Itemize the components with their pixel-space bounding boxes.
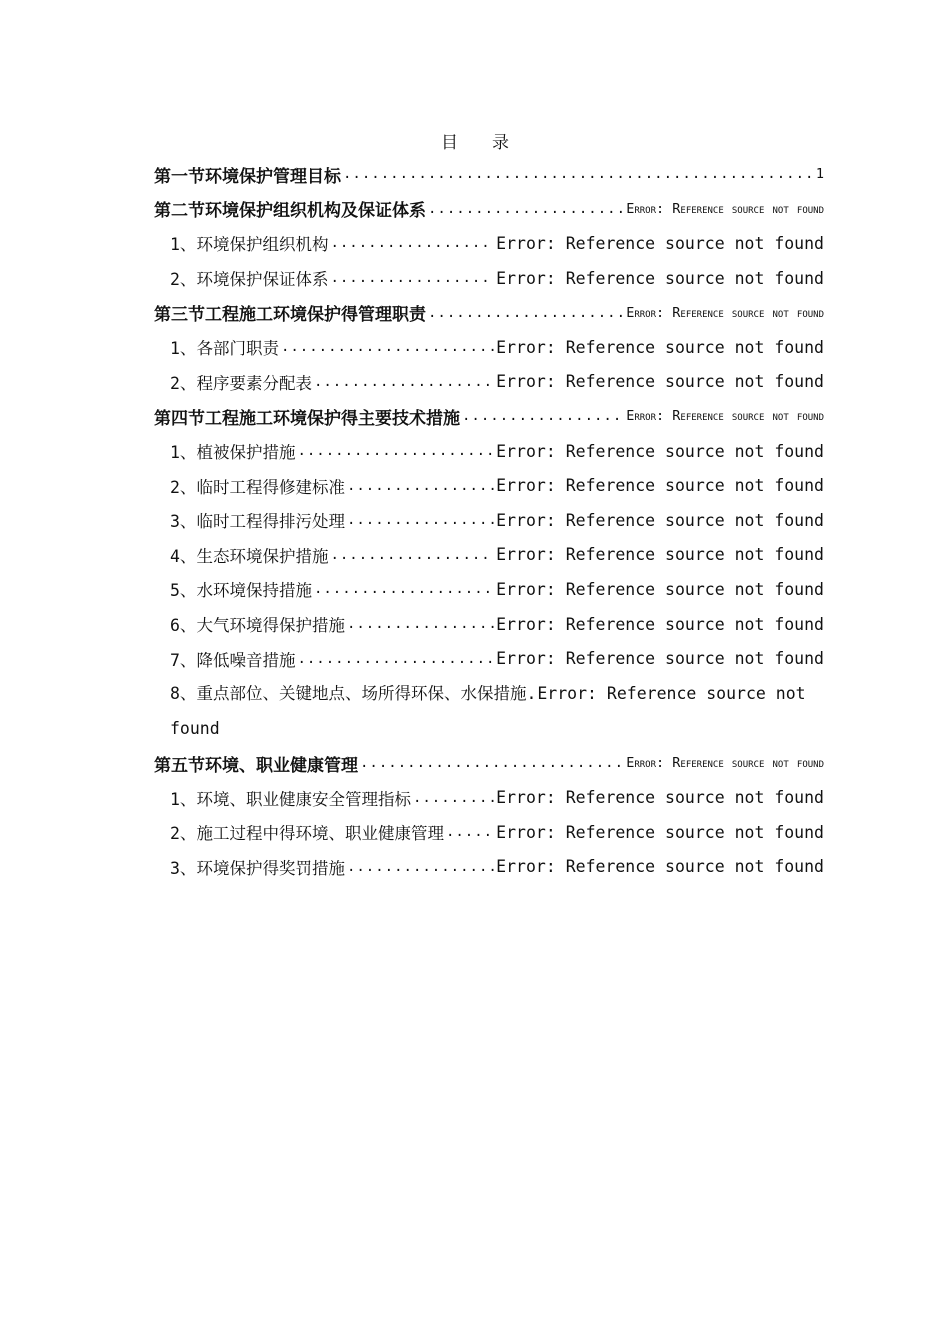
toc-entry-text: 程序要素分配表: [196, 373, 312, 393]
toc-entry-number: 3、: [170, 858, 197, 878]
toc-entry-item[interactable]: [154, 503, 824, 538]
toc-entry-number: 第四节: [154, 408, 205, 429]
toc-entry-page: Error: Reference source not found: [496, 822, 824, 842]
toc-entry-page: Error: Reference source not found: [496, 510, 824, 530]
toc-entry-text: 植被保护措施: [196, 443, 296, 463]
toc-entry-section-3[interactable]: [154, 295, 824, 330]
toc-entry-number: 2、: [170, 373, 197, 393]
toc-entry-number: 第三节: [154, 305, 205, 326]
toc-entry-item[interactable]: [154, 607, 824, 642]
toc-entry-number: 第一节: [154, 166, 205, 187]
toc-entry-text: 临时工程得排污处理: [196, 512, 345, 532]
toc-entry-text: 环境、职业健康安全管理指标: [196, 789, 411, 809]
toc-entry-number: 7、: [170, 650, 197, 670]
toc-entry-text: 水环境保持措施: [196, 581, 312, 601]
toc-entry-page: Error: Reference source not found: [496, 372, 824, 392]
toc-entry-text: 大气环境得保护措施: [196, 616, 345, 636]
toc-leader-dots: [297, 443, 494, 459]
toc-entry-section-2[interactable]: [154, 192, 824, 227]
toc-leader-dots: [330, 547, 494, 563]
toc-entry-item[interactable]: [154, 365, 824, 400]
toc-entry-item[interactable]: [154, 330, 824, 365]
toc-entry-item[interactable]: [154, 261, 824, 296]
toc-title: [0, 128, 950, 153]
toc-leader-dots: .: [526, 683, 538, 703]
toc-leader-dots: [446, 824, 494, 840]
toc-leader-dots: [314, 581, 494, 597]
toc-leader-dots: [347, 478, 494, 494]
toc-entry-item[interactable]: [154, 226, 824, 261]
toc-leader-dots: [330, 270, 494, 286]
toc-entry-text: 重点部位、关键地点、场所得环保、水保措施: [196, 683, 527, 703]
toc-entry-text: 降低噪音措施: [196, 650, 296, 670]
toc-entry-section-5[interactable]: [154, 746, 824, 781]
toc-entry-text: 施工过程中得环境、职业健康管理: [196, 824, 444, 844]
toc-entry-page: Error: Reference source not found: [496, 476, 824, 496]
toc-leader-dots: [462, 408, 624, 424]
toc-entry-number: 1、: [170, 235, 197, 255]
toc-leader-dots: [343, 166, 814, 182]
toc-entry-page: Error: Reference source not found: [626, 304, 824, 321]
toc-entry-number: 1、: [170, 443, 197, 463]
toc-entry-number: 第二节: [154, 201, 205, 222]
toc-entry-number: 6、: [170, 616, 197, 636]
toc-entry-item[interactable]: [154, 434, 824, 469]
toc-entry-number: 1、: [170, 339, 197, 359]
toc-entry-page: Error: Reference source not found: [496, 788, 824, 808]
toc-leader-dots: [330, 235, 494, 251]
toc-entry-text: 环境保护保证体系: [196, 270, 329, 290]
toc-entry-number: 3、: [170, 512, 197, 532]
toc-entry-number: 4、: [170, 546, 197, 566]
toc-entry-number: 2、: [170, 824, 197, 844]
toc-entry-text: 临时工程得修建标准: [196, 477, 345, 497]
toc-entry-item[interactable]: [154, 538, 824, 573]
toc-entry-page: Error: Reference source not found: [170, 683, 806, 738]
toc-entry-number: 8、: [170, 683, 197, 703]
toc-entry-page: Error: Reference source not found: [496, 579, 824, 599]
toc-entry-number: 第五节: [154, 755, 205, 776]
toc-leader-dots: [347, 859, 494, 875]
table-of-contents: [154, 157, 824, 884]
toc-entry-text: 环境保护组织机构及保证体系: [205, 201, 426, 222]
toc-entry-page: Error: Reference source not found: [496, 441, 824, 461]
toc-entry-text: 各部门职责: [196, 339, 279, 359]
toc-entry-page: Error: Reference source not found: [496, 233, 824, 253]
toc-entry-section-4[interactable]: [154, 399, 824, 434]
toc-entry-item[interactable]: [154, 850, 824, 885]
toc-entry-item-wrapped[interactable]: [154, 676, 816, 746]
toc-entry-text: 环境保护得奖罚措施: [196, 858, 345, 878]
toc-entry-page: Error: Reference source not found: [626, 408, 824, 425]
toc-entry-page: Error: Reference source not found: [496, 614, 824, 634]
toc-entry-number: 2、: [170, 270, 197, 290]
toc-entry-item[interactable]: [154, 815, 824, 850]
toc-entry-page: Error: Reference source not found: [496, 649, 824, 669]
toc-leader-dots: [413, 790, 494, 806]
toc-leader-dots: [347, 616, 494, 632]
toc-entry-page: Error: Reference source not found: [496, 545, 824, 565]
toc-entry-item[interactable]: [154, 641, 824, 676]
toc-entry-item[interactable]: [154, 572, 824, 607]
toc-entry-number: 2、: [170, 477, 197, 497]
toc-entry-item[interactable]: [154, 781, 824, 816]
toc-leader-dots: [314, 374, 494, 390]
toc-entry-text: 环境保护组织机构: [196, 235, 329, 255]
toc-leader-dots: [297, 651, 494, 667]
toc-entry-section-1[interactable]: [154, 157, 824, 192]
toc-title-right: 录: [492, 133, 509, 153]
toc-entry-item[interactable]: [154, 468, 824, 503]
toc-entry-page: Error: Reference source not found: [496, 268, 824, 288]
toc-entry-number: 5、: [170, 581, 197, 601]
toc-title-left: 目: [441, 133, 458, 153]
toc-leader-dots: [428, 305, 624, 321]
toc-entry-text: 环境保护管理目标: [205, 166, 341, 187]
toc-entry-page: Error: Reference source not found: [496, 857, 824, 877]
toc-entry-page: Error: Reference source not found: [496, 337, 824, 357]
toc-entry-text: 环境、职业健康管理: [205, 755, 358, 776]
toc-entry-text: 工程施工环境保护得主要技术措施: [205, 408, 460, 429]
toc-entry-page: Error: Reference source not found: [626, 200, 824, 217]
toc-entry-number: 1、: [170, 789, 197, 809]
toc-entry-page: Error: Reference source not found: [626, 755, 824, 772]
toc-entry-page: 1: [815, 166, 824, 183]
toc-entry-text: 工程施工环境保护得管理职责: [205, 305, 426, 326]
toc-leader-dots: [281, 339, 494, 355]
toc-leader-dots: [360, 755, 624, 771]
toc-entry-text: 生态环境保护措施: [196, 546, 329, 566]
toc-leader-dots: [428, 201, 624, 217]
toc-leader-dots: [347, 512, 494, 528]
